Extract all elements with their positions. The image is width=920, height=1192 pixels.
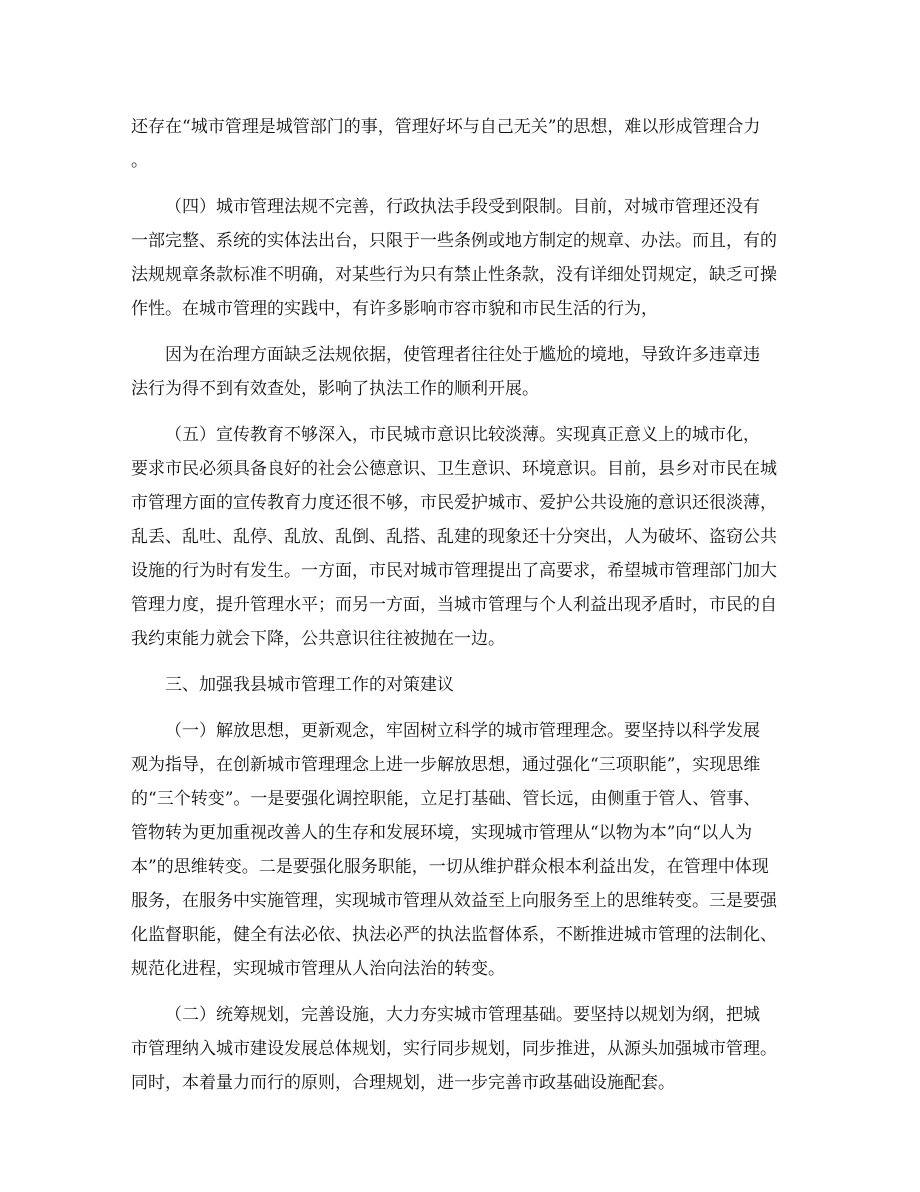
text-line: 设施的行为时有发生。一方面，市民对城市管理提出了高要求，希望城市管理部门加大: [131, 561, 777, 581]
text-line: 。: [131, 151, 148, 171]
text-line: 规范化进程，实现城市管理从人治向法治的转变。: [131, 959, 505, 979]
text-line: 法规规章条款标准不明确，对某些行为只有禁止性条款，没有详细处罚规定，缺乏可操: [131, 265, 777, 285]
document-body: [131, 110, 791, 1100]
text-line: 市管理纳入城市建设发展总体规划，实行同步规划，同步推进，从源头加强城市管理。: [131, 1039, 777, 1059]
text-line: （五）宣传教育不够深入，市民城市意识比较淡薄。实现真正意义上的城市化，: [165, 425, 760, 445]
text-line: 同时，本着量力而行的原则，合理规划，进一步完善市政基础设施配套。: [131, 1073, 675, 1093]
text-line: 还存在“城市管理是城管部门的事，管理好坏与自己无关”的思想，难以形成管理合力: [131, 117, 761, 137]
text-line: （四）城市管理法规不完善，行政执法手段受到限制。目前，对城市管理还没有: [165, 197, 760, 217]
paragraph-continuation: [131, 110, 791, 178]
text-line: 管理力度，提升管理水平；而另一方面，当城市管理与个人利益出现矛盾时，市民的自: [131, 595, 777, 615]
text-line: 的“三个转变”。一是要强化调控职能，立足打基础、管长远，由侧重于管人、管事、: [131, 789, 761, 809]
text-line: 市管理方面的宣传教育力度还很不够，市民爱护城市、爱护公共设施的意识还很淡薄，: [131, 493, 777, 513]
paragraph-measure-2: [131, 998, 791, 1100]
text-line: 服务，在服务中实施管理，实现城市管理从效益至上向服务至上的思维转变。三是要强: [131, 891, 777, 911]
text-line: 我约束能力就会下降，公共意识往往被抛在一边。: [131, 629, 505, 649]
text-line: 因为在治理方面缺乏法规依据，使管理者往往处于尴尬的境地，导致许多违章违: [165, 345, 760, 365]
text-line: （一）解放思想，更新观念，牢固树立科学的城市管理理念。要坚持以科学发展: [165, 721, 760, 741]
text-line: 一部完整、系统的实体法出台，只限于一些条例或地方制定的规章、办法。而且，有的: [131, 231, 777, 251]
paragraph-section-4: [131, 190, 791, 326]
text-line: 本”的思维转变。二是要强化服务职能，一切从维护群众根本利益出发，在管理中体现: [131, 857, 769, 877]
text-line: （二）统筹规划，完善设施，大力夯实城市管理基础。要坚持以规划为纲，把城: [165, 1005, 760, 1025]
paragraph-measure-1: [131, 714, 791, 986]
text-line: 观为指导，在创新城市管理理念上进一步解放思想，通过强化“三项职能”，实现思维: [131, 755, 761, 775]
text-line: 作性。在城市管理的实践中，有许多影响市容市貌和市民生活的行为，: [131, 299, 658, 319]
paragraph-section-5: [131, 418, 791, 656]
text-line: 管物转为更加重视改善人的生存和发展环境，实现城市管理从“以物为本”向“以人为: [131, 823, 753, 843]
heading-text: 三、加强我县城市管理工作的对策建议: [165, 675, 454, 695]
text-line: 乱丢、乱吐、乱停、乱放、乱倒、乱搭、乱建的现象还十分突出，人为破坏、盗窃公共: [131, 527, 777, 547]
paragraph-section-4-cont: [131, 338, 791, 406]
text-line: 要求市民必须具备良好的社会公德意识、卫生意识、环境意识。目前，县乡对市民在城: [131, 459, 777, 479]
section-heading-3: [131, 668, 791, 702]
text-line: 化监督职能，健全有法必依、执法必严的执法监督体系，不断推进城市管理的法制化、: [131, 925, 777, 945]
text-line: 法行为得不到有效查处，影响了执法工作的顺利开展。: [131, 379, 539, 399]
